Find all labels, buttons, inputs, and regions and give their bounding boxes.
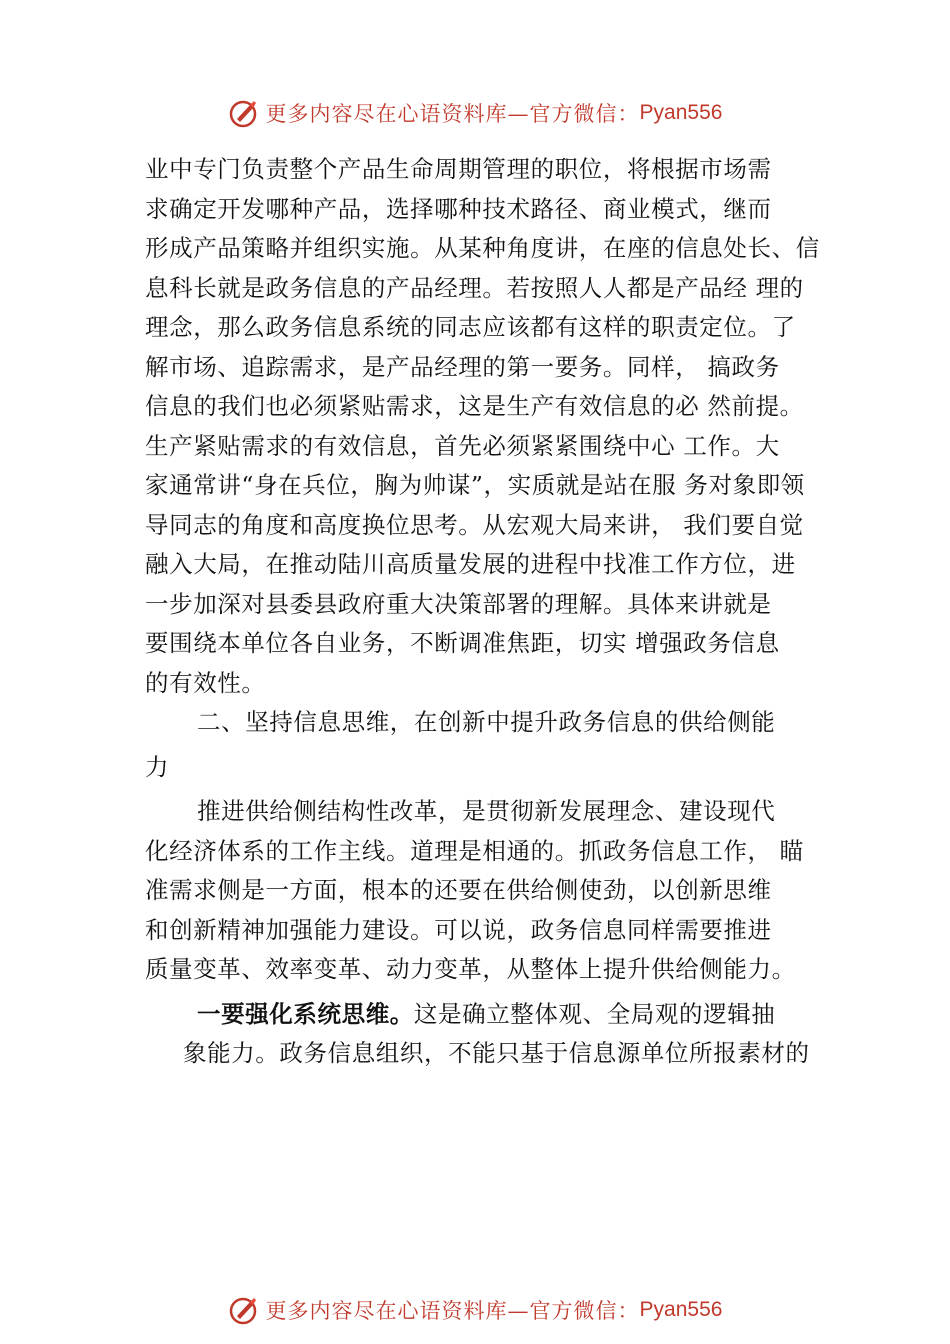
text-line: 形成产品策略并组织实施。从某种角度讲，在座的信息处长、信: [145, 234, 820, 262]
pen-seal-icon: [228, 97, 260, 129]
text-line: 信息的我们也必须紧贴需求，这是生产有效信息的必 然前提。: [145, 392, 804, 420]
text-line: 和创新精神加强能力建设。可以说，政务信息同样需要推进: [145, 915, 772, 944]
text-line: 化经济体系的工作主线。道理是相通的。抓政务信息工作， 瞄: [145, 836, 804, 865]
text-line: 推进供给侧结构性改革，是贯彻新发展理念、建设现代: [197, 797, 776, 825]
text-line: 象能力。政务信息组织，不能只基于信息源单位所报素材的: [183, 1039, 810, 1067]
pen-seal-icon: [228, 1294, 260, 1326]
paragraph-lead-line: [145, 995, 845, 1035]
watermark-account: Pyan556: [639, 1298, 723, 1321]
watermark-text: 更多内容尽在心语资料库—官方微信：: [265, 1299, 640, 1323]
text-line: 要围绕本单位各自业务，不断调准焦距，切实 增强政务信息: [145, 629, 780, 657]
bold-lead: 一要强化系统思维。: [197, 999, 414, 1028]
text-line: 准需求侧是一方面，根本的还要在供给侧使劲，以创新思维: [145, 876, 772, 904]
text-line: 解市场、追踪需求，是产品经理的第一要务。同样， 搞政务: [145, 352, 780, 381]
text-line: 求确定开发哪种产品，选择哪种技术路径、商业模式，继而: [145, 194, 772, 223]
watermark-account: Pyan556: [639, 101, 723, 124]
document-body: [145, 150, 845, 1074]
text-line: 一步加深对县委县政府重大决策部署的理解。具体来讲就是: [145, 589, 772, 618]
text-line: 业中专门负责整个产品生命周期管理的职位，将根据市场需: [145, 155, 772, 183]
text-line: 息科长就是政务信息的产品经理。若按照人人都是产品经 理的: [145, 273, 804, 302]
text-line: 质量变革、效率变革、动力变革，从整体上提升供给侧能力。: [145, 955, 796, 983]
text-line: 家通常讲“身在兵位，胸为帅谋”，实质就是站在服 务对象即领: [145, 471, 805, 499]
section-heading-continued: 力: [145, 752, 170, 781]
text-line: 的有效性。: [145, 668, 266, 697]
text-line: 融入大局，在推动陆川高质量发展的进程中找准工作方位，进: [145, 550, 796, 578]
text-line: 生产紧贴需求的有效信息，首先必须紧紧围绕中心 工作。大: [145, 431, 780, 460]
watermark-text: 更多内容尽在心语资料库—官方微信：: [265, 102, 640, 126]
section-heading: 二、坚持信息思维，在创新中提升政务信息的供给侧能: [197, 708, 776, 736]
watermark-footer: [0, 1290, 950, 1330]
watermark-header: [0, 93, 950, 133]
lead-line-rest: 这是确立整体观、全局观的逻辑抽: [413, 999, 776, 1028]
text-line: 理念，那么政务信息系统的同志应该都有这样的职责定位。了: [145, 313, 796, 341]
text-line: 导同志的角度和高度换位思考。从宏观大局来讲， 我们要自觉: [145, 510, 804, 539]
